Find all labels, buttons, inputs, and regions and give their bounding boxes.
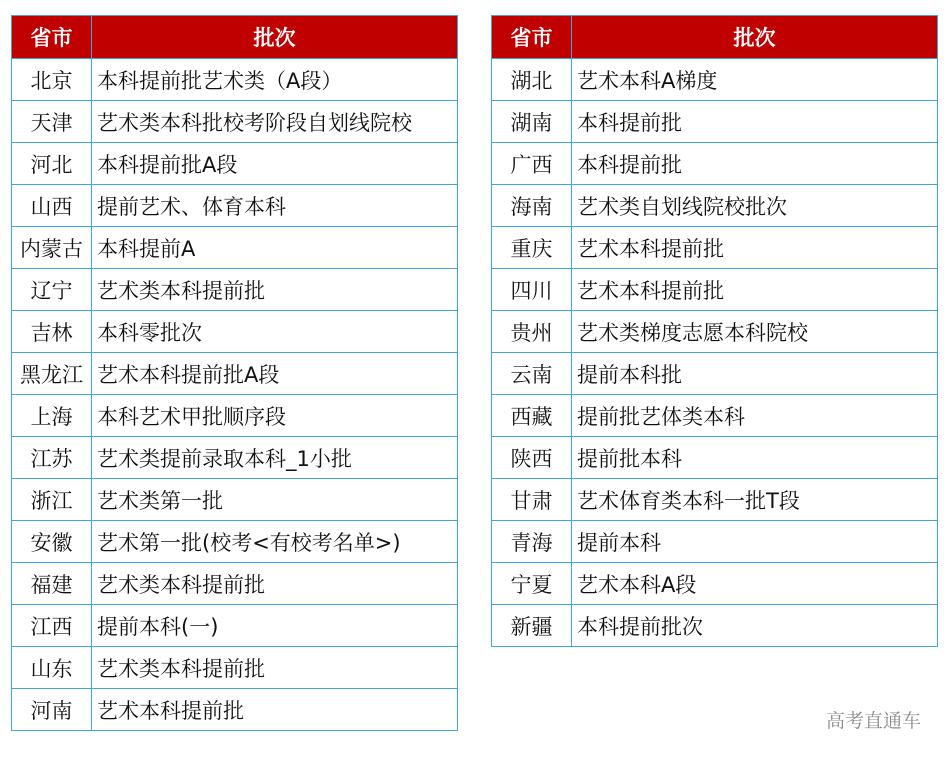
table-row [492, 437, 938, 479]
batch-cell: 提前本科 [572, 521, 938, 563]
province-cell: 海南 [492, 185, 572, 227]
table-row [12, 605, 458, 647]
table-row [492, 143, 938, 185]
table-header-row [12, 16, 458, 59]
right-table-body [492, 59, 938, 647]
table-row [12, 521, 458, 563]
table-row [492, 521, 938, 563]
batch-cell: 艺术类梯度志愿本科院校 [572, 311, 938, 353]
province-cell: 青海 [492, 521, 572, 563]
province-cell: 内蒙古 [12, 227, 92, 269]
batch-cell: 本科提前批 [572, 101, 938, 143]
province-cell: 陕西 [492, 437, 572, 479]
table-row [492, 563, 938, 605]
table-row [12, 311, 458, 353]
table-row [12, 689, 458, 731]
table-row [492, 227, 938, 269]
province-cell: 吉林 [12, 311, 92, 353]
batch-cell: 提前本科(一) [92, 605, 458, 647]
batch-cell: 艺术本科提前批A段 [92, 353, 458, 395]
right-batch-table [491, 15, 938, 647]
table-row [12, 563, 458, 605]
batch-cell: 本科提前批次 [572, 605, 938, 647]
batch-cell: 本科提前批 [572, 143, 938, 185]
province-cell: 云南 [492, 353, 572, 395]
batch-cell: 艺术本科A梯度 [572, 59, 938, 101]
province-cell: 山东 [12, 647, 92, 689]
province-cell: 北京 [12, 59, 92, 101]
batch-cell: 艺术本科A段 [572, 563, 938, 605]
province-column-header: 省市 [492, 16, 572, 59]
table-row [492, 479, 938, 521]
batch-cell: 艺术本科提前批 [572, 269, 938, 311]
batch-cell: 艺术类提前录取本科_1小批 [92, 437, 458, 479]
batch-cell: 提前批艺体类本科 [572, 395, 938, 437]
province-cell: 宁夏 [492, 563, 572, 605]
province-column-header: 省市 [12, 16, 92, 59]
table-row [492, 269, 938, 311]
province-cell: 辽宁 [12, 269, 92, 311]
table-row [12, 59, 458, 101]
batch-cell: 本科提前批A段 [92, 143, 458, 185]
table-header-row [492, 16, 938, 59]
province-cell: 甘肃 [492, 479, 572, 521]
batch-cell: 本科提前批艺术类（A段） [92, 59, 458, 101]
province-cell: 河南 [12, 689, 92, 731]
table-row [492, 395, 938, 437]
province-cell: 福建 [12, 563, 92, 605]
table-row [492, 101, 938, 143]
province-cell: 贵州 [492, 311, 572, 353]
province-cell: 黑龙江 [12, 353, 92, 395]
batch-cell: 艺术本科提前批 [572, 227, 938, 269]
table-row [492, 185, 938, 227]
batch-cell: 艺术类第一批 [92, 479, 458, 521]
batch-cell: 本科艺术甲批顺序段 [92, 395, 458, 437]
province-cell: 山西 [12, 185, 92, 227]
batch-cell: 本科零批次 [92, 311, 458, 353]
table-row [12, 143, 458, 185]
province-cell: 重庆 [492, 227, 572, 269]
table-row [492, 59, 938, 101]
batch-cell: 提前艺术、体育本科 [92, 185, 458, 227]
batch-cell: 艺术类本科提前批 [92, 563, 458, 605]
batch-cell: 艺术本科提前批 [92, 689, 458, 731]
batch-cell: 艺术体育类本科一批T段 [572, 479, 938, 521]
table-row [492, 311, 938, 353]
batch-cell: 艺术类自划线院校批次 [572, 185, 938, 227]
province-cell: 安徽 [12, 521, 92, 563]
table-row [12, 395, 458, 437]
table-row [12, 101, 458, 143]
batch-cell: 提前本科批 [572, 353, 938, 395]
batch-cell: 艺术第一批(校考<有校考名单>) [92, 521, 458, 563]
province-cell: 新疆 [492, 605, 572, 647]
province-cell: 上海 [12, 395, 92, 437]
table-row [12, 227, 458, 269]
province-cell: 湖北 [492, 59, 572, 101]
province-cell: 江西 [12, 605, 92, 647]
table-row [12, 437, 458, 479]
table-row [492, 605, 938, 647]
province-cell: 天津 [12, 101, 92, 143]
batch-column-header: 批次 [572, 16, 938, 59]
province-cell: 四川 [492, 269, 572, 311]
table-row [12, 479, 458, 521]
province-cell: 湖南 [492, 101, 572, 143]
table-row [492, 353, 938, 395]
province-cell: 浙江 [12, 479, 92, 521]
table-row [12, 185, 458, 227]
table-row [12, 353, 458, 395]
left-batch-table [11, 15, 458, 731]
province-cell: 西藏 [492, 395, 572, 437]
batch-cell: 本科提前A [92, 227, 458, 269]
batch-cell: 艺术类本科提前批 [92, 269, 458, 311]
batch-cell: 艺术类本科提前批 [92, 647, 458, 689]
watermark-text: 高考直通车 [825, 710, 921, 732]
left-table-body [12, 59, 458, 731]
province-cell: 江苏 [12, 437, 92, 479]
table-row [12, 647, 458, 689]
batch-cell: 提前批本科 [572, 437, 938, 479]
province-cell: 广西 [492, 143, 572, 185]
batch-column-header: 批次 [92, 16, 458, 59]
table-row [12, 269, 458, 311]
province-cell: 河北 [12, 143, 92, 185]
batch-cell: 艺术类本科批校考阶段自划线院校 [92, 101, 458, 143]
